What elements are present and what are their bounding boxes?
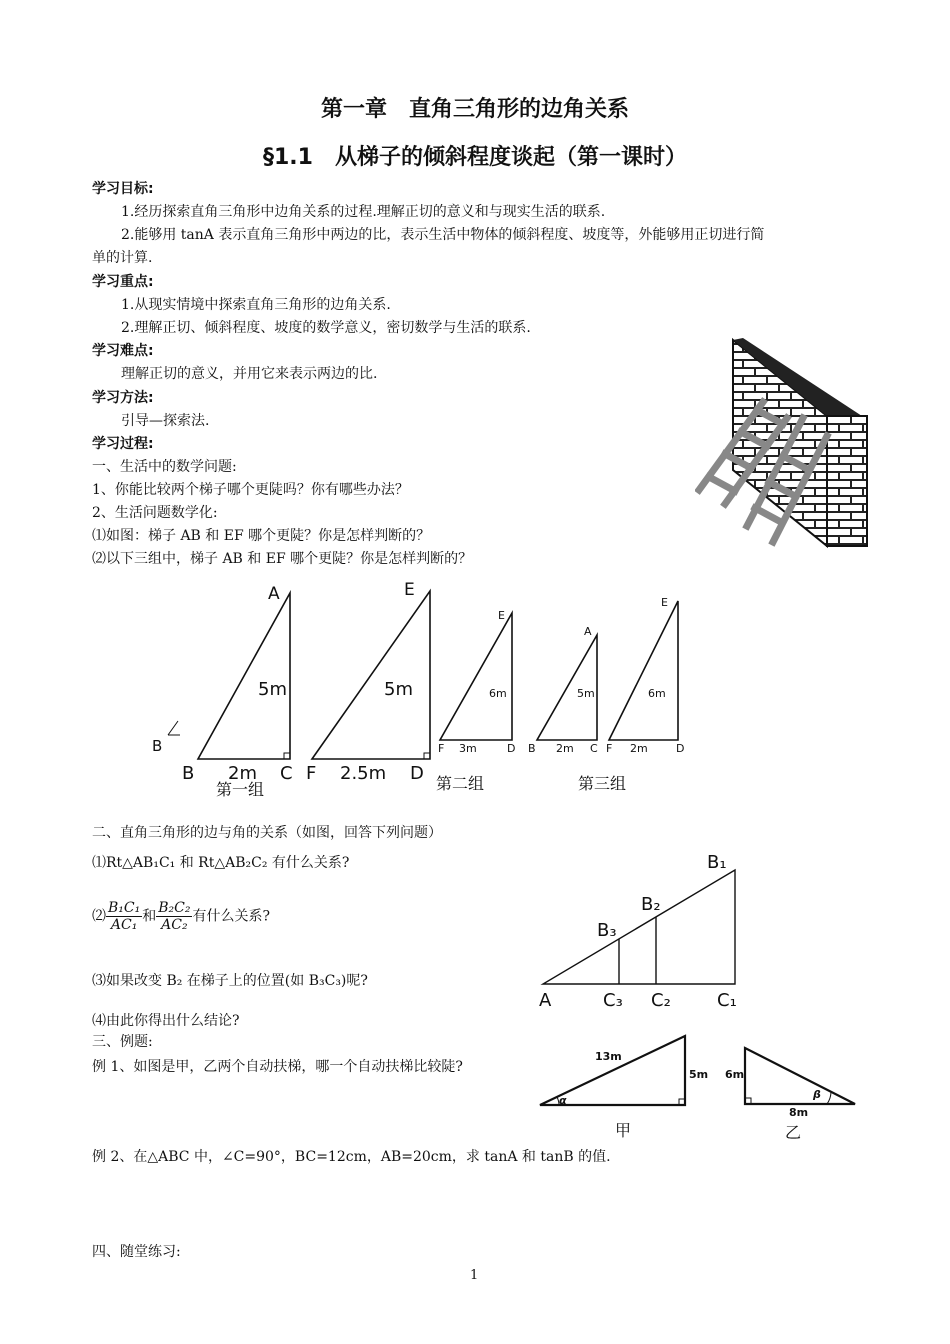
part4-heading: 四、随堂练习: [92, 1244, 181, 1260]
label-6m-escalator: 6m [725, 1068, 745, 1081]
part2-q2 [92, 900, 270, 933]
objective-2: 2.能够用 tanA 表示直角三角形中两边的比，表示生活中物体的倾斜程度、坡度等，外能够用正切进行简 [121, 227, 765, 243]
g2-label-e: E [498, 609, 505, 622]
part2-q4: ⑷由此你得出什么结论? [92, 1013, 240, 1029]
label-e: E [404, 580, 415, 600]
example-2: 例 2、在△ABC 中，∠C=90°，BC=12cm，AB=20cm，求 tanA 和 tanB 的值. [92, 1149, 611, 1165]
g2-label-5m: 5m [577, 687, 595, 700]
g2-label-d: D [507, 742, 516, 755]
label-c: C [280, 763, 293, 784]
g2-label-f: F [438, 742, 445, 755]
section-title: §1.1 从梯子的倾斜程度谈起（第一课时） [263, 145, 687, 170]
caption-group-1: 第一组 [216, 780, 265, 799]
process-line-2: 1、你能比较两个梯子哪个更陡吗？你有哪些办法？ [92, 482, 409, 498]
q2-suffix: 有什么关系? [192, 908, 270, 925]
label-5m-escalator: 5m [689, 1068, 709, 1081]
key-points-heading: 学习重点: [92, 274, 154, 290]
label-b: B [182, 763, 195, 784]
label-b-small: B [152, 737, 163, 755]
part2-heading: 二、直角三角形的边与角的关系（如图，回答下列问题） [92, 825, 442, 841]
label-b3: B₃ [597, 920, 617, 941]
triangle-efd-group1 [312, 591, 430, 759]
key-point-1: 1.从现实情境中探索直角三角形的边角关系. [121, 297, 391, 313]
g3-label-f: F [606, 742, 613, 755]
process-line-1: 一、生活中的数学问题: [92, 459, 237, 475]
label-a: A [268, 584, 280, 604]
q2-prefix: ⑵ [92, 908, 106, 925]
label-5m-2: 5m [384, 679, 413, 700]
label-a-fig2: A [539, 990, 552, 1011]
escalators-figure [535, 1034, 865, 1142]
difficulty-text: 理解正切的意义，并用它来表示两边的比. [121, 366, 378, 382]
label-c2: C₂ [651, 990, 671, 1011]
q2-and: 和 [142, 908, 157, 925]
label-5m-1: 5m [258, 679, 287, 700]
label-b1: B₁ [707, 852, 727, 873]
fraction-1-numerator: B₁C₁ [108, 900, 141, 916]
ladder-groups-figure [140, 575, 700, 805]
method-text: 引导—探索法. [121, 413, 210, 429]
label-8m: 8m [789, 1106, 809, 1119]
label-b2: B₂ [641, 894, 661, 915]
label-c3: C₃ [603, 990, 623, 1011]
part2-q1: ⑴Rt△AB₁C₁ 和 Rt△AB₂C₂ 有什么关系? [92, 855, 350, 871]
label-alpha: α [559, 1094, 567, 1107]
label-beta: β [813, 1088, 821, 1101]
chapter-title: 第一章 直角三角形的边角关系 [320, 97, 629, 122]
label-2-5m: 2.5m [340, 763, 387, 784]
g2-label-2m: 2m [556, 742, 574, 755]
process-line-5: ⑵以下三组中，梯子 AB 和 EF 哪个更陡？你是怎样判断的？ [92, 551, 473, 567]
g3-label-d: D [676, 742, 685, 755]
caption-yi: 乙 [785, 1123, 802, 1142]
g2-label-b: B [528, 742, 536, 755]
g3-label-e: E [661, 596, 668, 609]
fraction-1-denominator: AC₁ [110, 917, 138, 933]
process-line-3: 2、生活问题数学化: [92, 505, 218, 521]
key-point-2: 2.理解正切、倾斜程度、坡度的数学意义，密切数学与生活的联系. [121, 320, 531, 336]
difficulty-heading: 学习难点: [92, 343, 154, 359]
caption-group-3: 第三组 [578, 774, 627, 793]
triangle-efd-group3 [609, 601, 678, 740]
triangle-abc-group1 [198, 593, 290, 759]
label-f: F [306, 763, 317, 784]
fraction-2-denominator: AC₂ [161, 917, 188, 933]
label-d: D [410, 763, 424, 784]
caption-group-2: 第二组 [436, 774, 485, 793]
process-heading: 学习过程: [92, 436, 154, 452]
brick-wall-ladders-illustration [695, 336, 875, 556]
part3-heading: 三、例题: [92, 1034, 153, 1050]
part2-q3: ⑶如果改变 B₂ 在梯子上的位置(如 B₃C₃)呢? [92, 973, 368, 989]
fraction-2-numerator: B₂C₂ [158, 900, 191, 916]
escalator-yi [745, 1048, 855, 1104]
objectives-heading: 学习目标: [92, 181, 154, 197]
process-line-4: ⑴如图：梯子 AB 和 EF 哪个更陡？你是怎样判断的？ [92, 528, 431, 544]
objective-2-cont: 单的计算. [92, 250, 153, 266]
g2-label-c: C [590, 742, 598, 755]
objective-1: 1.经历探索直角三角形中边角关系的过程.理解正切的意义和与现实生活的联系. [121, 204, 606, 220]
fraction-b2c2-ac2 [156, 900, 192, 933]
similar-triangles-figure [535, 848, 755, 1018]
label-13m: 13m [595, 1050, 622, 1063]
method-heading: 学习方法: [92, 390, 154, 406]
page-number: 1 [470, 1268, 479, 1283]
g2-label-3m: 3m [459, 742, 477, 755]
example-1: 例 1、如图是甲，乙两个自动扶梯，哪一个自动扶梯比较陡? [92, 1059, 463, 1075]
g2-label-a: A [584, 625, 592, 638]
label-2m: 2m [228, 763, 257, 784]
g2-label-6m: 6m [489, 687, 507, 700]
g3-label-2m: 2m [630, 742, 648, 755]
label-c1: C₁ [717, 990, 737, 1011]
triangle-efd-group2 [440, 613, 512, 740]
g3-label-6m: 6m [648, 687, 666, 700]
fraction-b1c1-ac1 [106, 900, 142, 933]
caption-jia: 甲 [615, 1121, 632, 1140]
